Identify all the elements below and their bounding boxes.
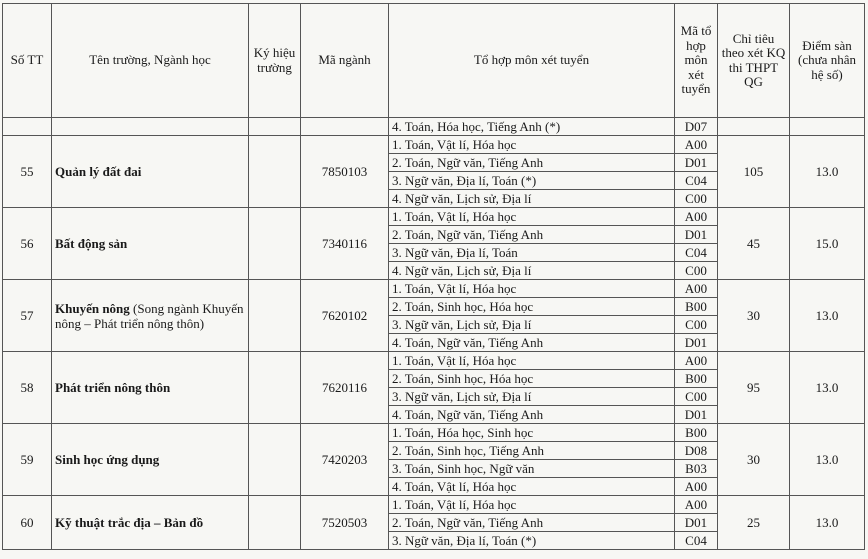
combination-code-cell: C00 <box>675 190 718 208</box>
combination-code-cell: D01 <box>675 334 718 352</box>
combination-cell: 3. Ngữ văn, Địa lí, Toán (*) <box>389 532 675 550</box>
combination-cell: 2. Toán, Ngữ văn, Tiếng Anh <box>389 514 675 532</box>
combination-code-cell: A00 <box>675 352 718 370</box>
program-kyhieu <box>249 496 301 550</box>
combination-cell: 1. Toán, Vật lí, Hóa học <box>389 136 675 154</box>
header-diemsan: Điểm sàn (chưa nhân hệ số) <box>790 4 865 118</box>
combination-cell: 2. Toán, Ngữ văn, Tiếng Anh <box>389 226 675 244</box>
combination-code-cell: B00 <box>675 424 718 442</box>
combination-cell: 3. Ngữ văn, Lịch sử, Địa lí <box>389 316 675 334</box>
combination-cell: 4. Toán, Ngữ văn, Tiếng Anh <box>389 406 675 424</box>
program-stt: 58 <box>3 352 52 424</box>
program-code: 7520503 <box>301 496 389 550</box>
table-row <box>3 352 865 370</box>
combination-code-cell: C04 <box>675 244 718 262</box>
combination-code-cell: A00 <box>675 478 718 496</box>
table-row <box>3 208 865 226</box>
program-kyhieu <box>249 352 301 424</box>
combination-code-cell: D07 <box>675 118 718 136</box>
table-header <box>3 4 865 118</box>
combination-cell: 4. Toán, Ngữ văn, Tiếng Anh <box>389 334 675 352</box>
combination-cell: 4. Ngữ văn, Lịch sử, Địa lí <box>389 262 675 280</box>
header-name: Tên trường, Ngành học <box>52 4 249 118</box>
program-name <box>52 208 249 280</box>
combination-code-cell: A00 <box>675 496 718 514</box>
combination-code-cell: C04 <box>675 172 718 190</box>
program-name-bold: Phát triển nông thôn <box>55 380 171 395</box>
program-quota: 25 <box>718 496 790 550</box>
combination-code-cell: D01 <box>675 154 718 172</box>
program-kyhieu <box>249 280 301 352</box>
program-quota: 105 <box>718 136 790 208</box>
program-name-note: (Song ngành Khuyến nông – Phát triển nông thôn) <box>55 300 244 331</box>
combination-code-cell: A00 <box>675 136 718 154</box>
cell-empty <box>249 118 301 136</box>
table-body <box>3 118 865 550</box>
continuation-row <box>3 118 865 136</box>
cell-empty <box>790 118 865 136</box>
combination-code-cell: D01 <box>675 406 718 424</box>
combination-code-cell: D08 <box>675 442 718 460</box>
combination-code-cell: A00 <box>675 208 718 226</box>
admission-table <box>2 3 865 550</box>
program-name-bold: Sinh học ứng dụng <box>55 452 160 467</box>
cell-empty <box>301 118 389 136</box>
program-stt: 57 <box>3 280 52 352</box>
header-matohop: Mã tổ hợp môn xét tuyển <box>675 4 718 118</box>
program-name-bold: Quản lý đất đai <box>55 164 142 179</box>
combination-cell: 2. Toán, Sinh học, Hóa học <box>389 298 675 316</box>
program-name-bold: Khuyến nông <box>55 300 130 316</box>
program-code: 7620116 <box>301 352 389 424</box>
program-name <box>52 280 249 352</box>
header-stt: Số TT <box>3 4 52 118</box>
combination-code-cell: B00 <box>675 298 718 316</box>
program-min-score: 13.0 <box>790 496 865 550</box>
combination-code-cell: D01 <box>675 514 718 532</box>
combination-cell: 2. Toán, Sinh học, Tiếng Anh <box>389 442 675 460</box>
combination-cell: 1. Toán, Vật lí, Hóa học <box>389 496 675 514</box>
cell-empty <box>52 118 249 136</box>
combination-cell: 2. Toán, Sinh học, Hóa học <box>389 370 675 388</box>
combination-code-cell: B03 <box>675 460 718 478</box>
combination-cell: 3. Ngữ văn, Địa lí, Toán <box>389 244 675 262</box>
table-row <box>3 424 865 442</box>
combination-code-cell: B00 <box>675 370 718 388</box>
combination-cell: 1. Toán, Vật lí, Hóa học <box>389 280 675 298</box>
program-stt: 60 <box>3 496 52 550</box>
combination-cell: 3. Ngữ văn, Địa lí, Toán (*) <box>389 172 675 190</box>
program-code: 7340116 <box>301 208 389 280</box>
header-tohop: Tổ hợp môn xét tuyển <box>389 4 675 118</box>
program-name <box>52 352 249 424</box>
program-min-score: 13.0 <box>790 424 865 496</box>
table-row <box>3 136 865 154</box>
combination-cell: 1. Toán, Hóa học, Sinh học <box>389 424 675 442</box>
program-stt: 59 <box>3 424 52 496</box>
table-row <box>3 496 865 514</box>
table-row <box>3 280 865 298</box>
combination-cell: 1. Toán, Vật lí, Hóa học <box>389 208 675 226</box>
combination-code-cell: A00 <box>675 280 718 298</box>
combination-code-cell: C00 <box>675 316 718 334</box>
program-kyhieu <box>249 136 301 208</box>
program-code: 7850103 <box>301 136 389 208</box>
combination-code-cell: D01 <box>675 226 718 244</box>
header-chitieu: Chỉ tiêu theo xét KQ thi THPT QG <box>718 4 790 118</box>
program-name-bold: Bất động sản <box>55 236 128 251</box>
program-quota: 45 <box>718 208 790 280</box>
program-kyhieu <box>249 424 301 496</box>
cell-empty <box>3 118 52 136</box>
combination-cell: 4. Toán, Hóa học, Tiếng Anh (*) <box>389 118 675 136</box>
program-stt: 55 <box>3 136 52 208</box>
combination-cell: 1. Toán, Vật lí, Hóa học <box>389 352 675 370</box>
program-name <box>52 424 249 496</box>
program-min-score: 13.0 <box>790 352 865 424</box>
header-manganh: Mã ngành <box>301 4 389 118</box>
combination-code-cell: C04 <box>675 532 718 550</box>
cell-empty <box>718 118 790 136</box>
combination-cell: 4. Toán, Vật lí, Hóa học <box>389 478 675 496</box>
program-min-score: 13.0 <box>790 136 865 208</box>
header-kyhieu: Ký hiệu trường <box>249 4 301 118</box>
program-name <box>52 496 249 550</box>
combination-cell: 3. Ngữ văn, Lịch sử, Địa lí <box>389 388 675 406</box>
combination-cell: 4. Ngữ văn, Lịch sử, Địa lí <box>389 190 675 208</box>
combination-code-cell: C00 <box>675 388 718 406</box>
combination-cell: 3. Toán, Sinh học, Ngữ văn <box>389 460 675 478</box>
program-kyhieu <box>249 208 301 280</box>
program-min-score: 13.0 <box>790 280 865 352</box>
program-quota: 30 <box>718 424 790 496</box>
program-min-score: 15.0 <box>790 208 865 280</box>
program-name <box>52 136 249 208</box>
program-quota: 95 <box>718 352 790 424</box>
combination-code-cell: C00 <box>675 262 718 280</box>
program-stt: 56 <box>3 208 52 280</box>
program-quota: 30 <box>718 280 790 352</box>
program-code: 7620102 <box>301 280 389 352</box>
program-code: 7420203 <box>301 424 389 496</box>
program-name-bold: Kỹ thuật trắc địa – Bản đồ <box>55 515 204 530</box>
combination-cell: 2. Toán, Ngữ văn, Tiếng Anh <box>389 154 675 172</box>
